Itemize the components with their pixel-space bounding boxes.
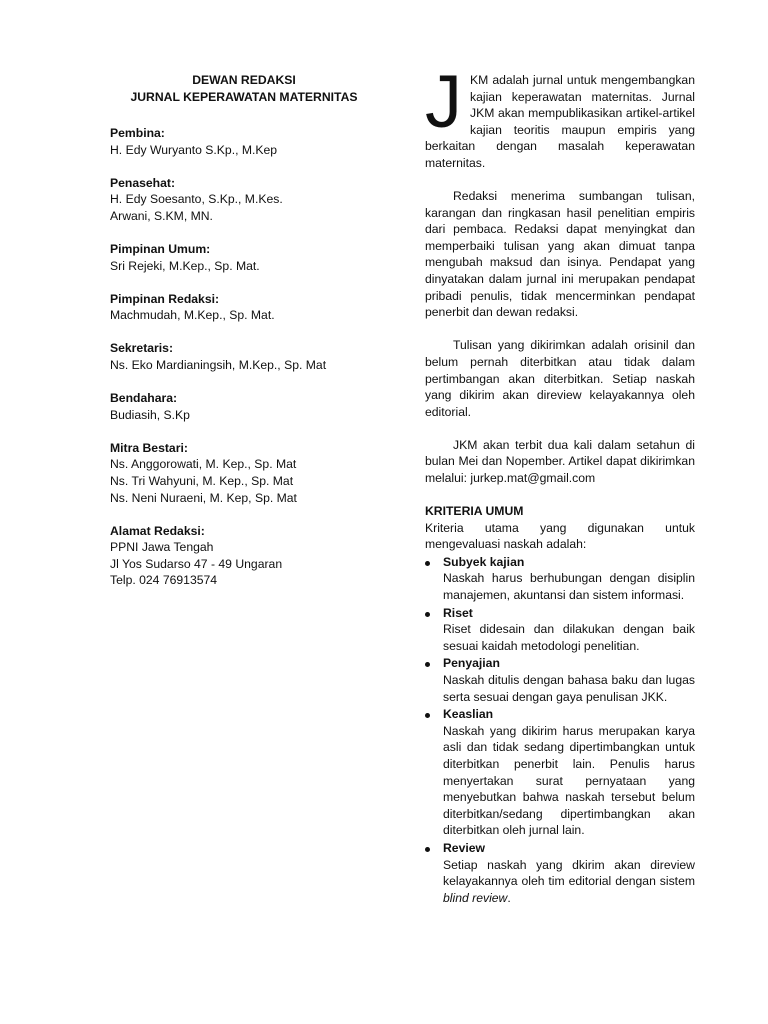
board-section-alamat-redaksi (110, 523, 378, 589)
review-term: blind review (443, 890, 508, 905)
criteria-item-title: Review (443, 840, 486, 855)
criteria-item-body: Naskah yang dikirim harus merupakan karya asli dan tidak sedang dipertimbangkan untuk diterbitkan penerbit lain. Penulis harus menyertakan surat pernyataan yang menyebutkan bahwa naskah tersebut belum diterbitkan/sedang dipertimbangkan akan diterbitkan oleh jurnal lain. (443, 723, 695, 838)
criteria-item-title: Penyajian (443, 656, 500, 671)
criteria-item (425, 554, 695, 604)
bullet-icon (425, 662, 430, 667)
board-name: H. Edy Soesanto, S.Kp., M.Kes. (110, 192, 283, 207)
board-section-sekretaris (110, 340, 378, 373)
board-section-penasehat (110, 175, 378, 225)
criteria-item (425, 840, 695, 906)
review-body-end: . (507, 890, 511, 905)
phone-line: Telp. 024 76913574 (110, 573, 218, 588)
board-name: Ns. Eko Mardianingsih, M.Kep., Sp. Mat (110, 357, 327, 372)
criteria-list (425, 554, 695, 906)
board-role: Mitra Bestari: (110, 440, 188, 455)
masthead (110, 72, 378, 106)
criteria-lead: Kriteria utama yang digunakan untuk mengevaluasi naskah adalah: (425, 520, 695, 552)
board-role: Pimpinan Redaksi: (110, 291, 220, 306)
board-role: Pembina: (110, 126, 165, 140)
publication-paragraph: JKM akan terbit dua kali dalam setahun di bulan Mei dan Nopember. Artikel dapat dikirimkan melalui: jurkep.mat@gmail.com (425, 437, 695, 485)
editorial-board-column (110, 72, 378, 589)
bullet-icon (425, 561, 430, 566)
criteria-heading: KRITERIA UMUM (425, 504, 524, 519)
board-role: Alamat Redaksi: (110, 523, 205, 538)
board-name: H. Edy Wuryanto S.Kp., M.Kep (110, 142, 278, 157)
criteria-item-body: Naskah ditulis dengan bahasa baku dan lugas serta sesuai dengan gaya penulisan JKK. (443, 673, 695, 704)
masthead-title: DEWAN REDAKSI (192, 73, 296, 87)
board-section-mitra-bestari (110, 440, 378, 506)
board-name: Arwani, S.KM, MN. (110, 208, 213, 223)
board-name: Ns. Neni Nuraeni, M. Kep, Sp. Mat (110, 490, 297, 505)
criteria-item-body (443, 857, 695, 907)
bullet-icon (425, 713, 430, 718)
intro-paragraph (425, 60, 695, 172)
bullet-icon (425, 847, 430, 852)
journal-info-column (425, 60, 695, 906)
board-name: Ns. Tri Wahyuni, M. Kep., Sp. Mat (110, 473, 294, 488)
board-role: Pimpinan Umum: (110, 241, 211, 256)
board-role: Bendahara: (110, 391, 178, 406)
board-name: Ns. Anggorowati, M. Kep., Sp. Mat (110, 457, 297, 472)
board-section-pembina (110, 125, 378, 158)
review-body-text: Setiap naskah yang dkirim akan direview kelayakannya oleh tim editorial dengan sistem (443, 857, 695, 889)
criteria-item-body: Naskah harus berhubungan dengan disiplin manajemen, akuntansi dan sistem informasi. (443, 571, 695, 603)
bullet-icon (425, 612, 430, 617)
board-name: Sri Rejeki, M.Kep., Sp. Mat. (110, 258, 260, 273)
board-name: Machmudah, M.Kep., Sp. Mat. (110, 308, 275, 323)
submission-paragraph: Redaksi menerima sumbangan tulisan, karangan dan ringkasan hasil penelitian empiris dari pembaca. Redaksi dapat menyingkat dan memperbaiki tulisan yang akan dimuat tanpa mengubah maksud dan isinya. Pendapat yang dinyatakan dalam jurnal ini merupakan pendapat pribadi penulis, tidak mencerminkan pendapat penerbit dan dewan redaksi. (425, 189, 695, 320)
board-name: Budiasih, S.Kp (110, 407, 190, 422)
intro-text: KM adalah jurnal untuk mengembangkan kajian keperawatan maternitas. Jurnal JKM akan mempublikasikan artikel-artikel kajian teoritis maupun empiris yang berkaitan dengan masalah keperawatan maternitas. (425, 73, 695, 170)
address-line: PPNI Jawa Tengah (110, 540, 214, 555)
criteria-item-title: Keaslian (443, 707, 494, 722)
board-section-pimpinan-redaksi (110, 291, 378, 324)
board-section-bendahara (110, 390, 378, 423)
criteria-item (425, 605, 695, 655)
journal-name: JURNAL KEPERAWATAN MATERNITAS (130, 90, 358, 104)
address-line: Jl Yos Sudarso 47 - 49 Ungaran (110, 556, 283, 571)
board-role: Sekretaris: (110, 341, 174, 356)
criteria-item-body: Riset didesain dan dilakukan dengan baik sesuai kaidah metodologi penelitian. (443, 622, 695, 653)
board-section-pimpinan-umum (110, 241, 378, 274)
drop-cap: J (425, 60, 462, 143)
criteria-item (425, 706, 695, 839)
criteria-item-title: Subyek kajian (443, 554, 525, 569)
originality-paragraph: Tulisan yang dikirimkan adalah orisinil dan belum pernah diterbitkan atau tidak dalam pertimbangan akan diterbitkan. Setiap naskah yang dikirim akan direview kelayakannya oleh editorial. (425, 338, 695, 419)
criteria-item (425, 655, 695, 705)
criteria-item-title: Riset (443, 605, 473, 620)
board-role: Penasehat: (110, 175, 176, 190)
